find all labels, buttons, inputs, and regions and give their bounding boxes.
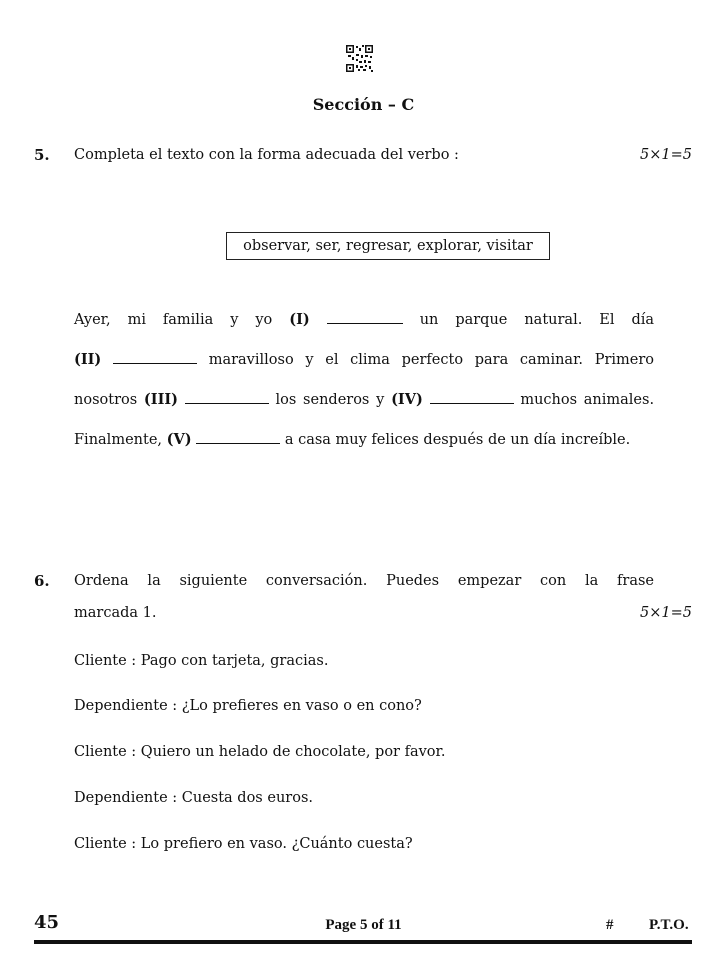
blank-label-II: (II) — [74, 351, 102, 368]
dialogue-line: Cliente : Pago con tarjeta, gracias. — [74, 653, 329, 669]
blank-label-III: (III) — [143, 391, 178, 408]
passage-text: Finalmente, — [74, 432, 163, 448]
passage-line-4 — [74, 431, 654, 448]
blank-label-V: (V) — [166, 431, 192, 448]
answer-blank-IV[interactable] — [430, 393, 514, 404]
question-6-prompt-line-1: Ordena la siguiente conversación. Puedes empezar con la frase — [74, 573, 654, 589]
dialogue-line: Cliente : Quiero un helado de chocolate, por favor. — [74, 744, 446, 760]
question-6-prompt-line-2: marcada 1. — [74, 605, 157, 621]
answer-blank-I[interactable] — [327, 313, 403, 324]
passage-text: Ayer, mi familia y yo — [74, 312, 273, 328]
passage-text: los senderos y — [275, 392, 385, 408]
passage-line-2 — [74, 351, 654, 368]
answer-blank-III[interactable] — [185, 393, 269, 404]
question-6-number: 6. — [34, 572, 50, 590]
section-title: Sección – C — [312, 95, 415, 114]
paper-code: 45 — [34, 912, 60, 933]
question-6-marks: 5×1=5 — [640, 605, 692, 621]
blank-label-I: (I) — [289, 311, 310, 328]
footer-hash: # — [606, 917, 614, 933]
passage-text: nosotros — [74, 392, 138, 408]
dialogue-line: Dependiente : Cuesta dos euros. — [74, 790, 313, 806]
passage-line-3 — [74, 391, 654, 408]
blank-label-IV: (IV) — [391, 391, 423, 408]
passage-text: maravilloso y el clima perfecto para caminar. Primero — [208, 352, 655, 368]
please-turn-over: P.T.O. — [649, 917, 689, 933]
passage-text: a casa muy felices después de un día increíble. — [284, 432, 631, 448]
answer-blank-II[interactable] — [113, 353, 197, 364]
passage-line-1 — [74, 311, 654, 328]
question-5-marks: 5×1=5 — [640, 147, 692, 163]
dialogue-line: Cliente : Lo prefiero en vaso. ¿Cuánto cuesta? — [74, 836, 413, 852]
page-number: Page 5 of 11 — [325, 917, 402, 933]
passage-text: muchos animales. — [520, 392, 655, 408]
qr-code-icon — [346, 45, 373, 72]
question-5-number: 5. — [34, 146, 50, 164]
footer-rule — [34, 940, 692, 944]
dialogue-line: Dependiente : ¿Lo prefieres en vaso o en cono? — [74, 698, 422, 714]
question-5-prompt: Completa el texto con la forma adecuada del verbo : — [74, 147, 459, 163]
answer-blank-V[interactable] — [196, 433, 280, 444]
word-box: observar, ser, regresar, explorar, visitar — [226, 232, 550, 260]
passage-text: un parque natural. El día — [419, 312, 655, 328]
